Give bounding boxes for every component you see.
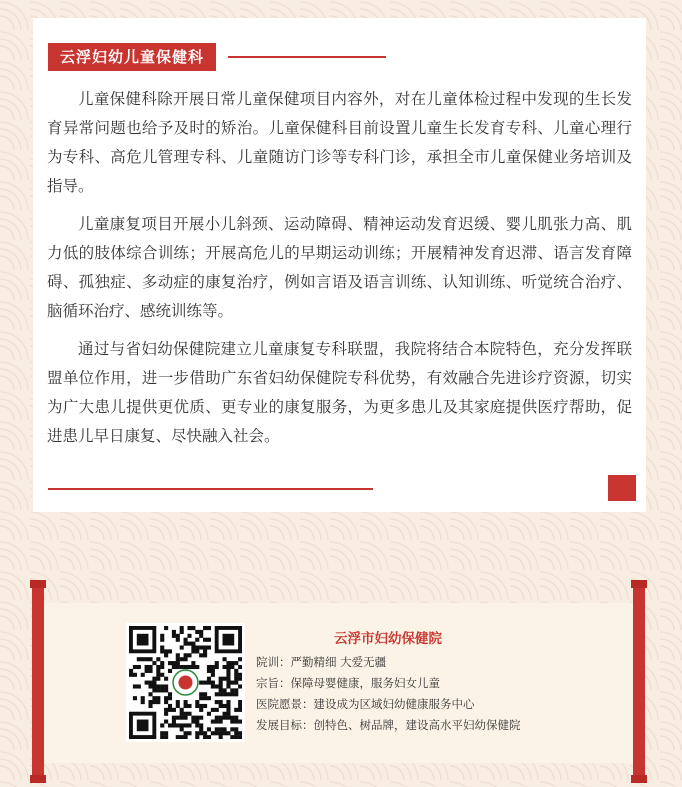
paragraph-child-health: 儿童保健科除开展日常儿童保健项目内容外，对在儿童体检过程中发现的生长发育异常问题也给予及时的矫治。儿童保健科目前设置儿童生长发育专科、儿童心理行为专科、高危儿管理专科、儿童随访门诊等专科门诊，承担全市儿童保健业务培训及指导。 <box>47 90 632 195</box>
scroll-rod-left <box>32 580 44 783</box>
title-divider <box>228 56 386 58</box>
goal-line: 发展目标：创特色、树品牌，建设高水平妇幼保健院 <box>256 718 521 732</box>
hospital-name: 云浮市妇幼保健院 <box>334 631 442 647</box>
paragraph-rehabilitation: 儿童康复项目开展小儿斜颈、运动障碍、精神运动发育迟缓、婴儿肌张力高、肌力低的肢体综合训练；开展高危儿的早期运动训练；开展精神发育迟滞、语言发育障碍、孤独症、多动症的康复治疗，例如言语及语言训练、认知训练、听觉统合治疗、脑循环治疗、感统训练等。 <box>47 215 632 320</box>
purpose-line: 宗旨：保障母婴健康，服务妇女儿童 <box>256 676 440 690</box>
article-body <box>47 85 632 460</box>
qr-code[interactable] <box>126 623 245 742</box>
section-header <box>48 43 373 71</box>
motto-line: 院训：严勤精细 大爱无疆 <box>256 655 387 669</box>
paragraph-alliance: 通过与省妇幼保健院建立儿童康复专科联盟，我院将结合本院特色，充分发挥联盟单位作用，进一步借助广东省妇幼保健院专科优势，有效融合先进诊疗资源，切实为广大患儿提供更优质、更专业的康复服务，为更多患儿及其家庭提供医疗帮助，促进患儿早日康复、尽快融入社会。 <box>47 340 632 445</box>
content-card <box>33 18 646 512</box>
hospital-info <box>256 630 636 736</box>
section-title: 云浮妇幼儿童保健科 <box>48 43 216 71</box>
vision-line: 医院愿景：建设成为区域妇幼健康服务中心 <box>256 697 475 711</box>
bottom-divider <box>48 488 373 490</box>
corner-decoration <box>608 475 636 501</box>
qr-code-image <box>129 626 242 739</box>
